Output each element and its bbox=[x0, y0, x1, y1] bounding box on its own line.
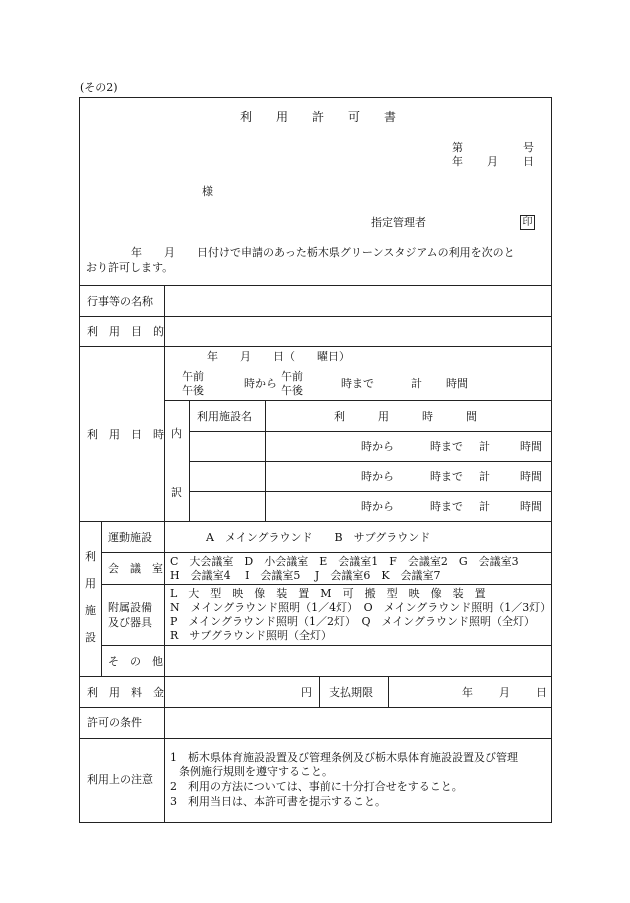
number-go: 号 bbox=[523, 141, 534, 154]
sports-facility-value: A メイングラウンド B サブグラウンド bbox=[206, 531, 431, 544]
total-label: 計 bbox=[411, 377, 422, 390]
conditions-label: 許可の条件 bbox=[87, 716, 142, 729]
row2-until: 時まで bbox=[430, 470, 463, 483]
row1-until: 時まで bbox=[430, 440, 463, 453]
fee-yen: 円 bbox=[301, 686, 312, 699]
start-pm-label: 午後 bbox=[182, 384, 204, 397]
sheet-number: (その2) bbox=[80, 81, 118, 94]
equipment-label-1: 附属設備 bbox=[108, 601, 152, 614]
event-name-label: 行事等の名称 bbox=[87, 295, 153, 308]
end-pm-label: 午後 bbox=[281, 384, 303, 397]
schedule-date-line: 年 月 日（ 曜日） bbox=[207, 350, 350, 363]
fee-label: 利 用 料 金 bbox=[87, 686, 164, 699]
form-title: 利 用 許 可 書 bbox=[240, 110, 397, 124]
notes-line3: 2 利用の方法については、事前に十分打合せをすること。 bbox=[170, 780, 463, 793]
breakdown-top-char: 内 bbox=[171, 427, 182, 440]
seal-char: 印 bbox=[522, 216, 533, 228]
seal-mark bbox=[520, 215, 535, 230]
breakdown-bottom-char: 訳 bbox=[171, 486, 182, 499]
row1-total: 計 bbox=[479, 440, 490, 453]
row3-hours: 時間 bbox=[520, 500, 542, 513]
row3-until: 時まで bbox=[430, 500, 463, 513]
row1-from: 時から bbox=[361, 440, 394, 453]
other-label: そ の 他 bbox=[108, 655, 163, 668]
purpose-label: 利 用 目 的 bbox=[87, 325, 164, 338]
hours-label: 時間 bbox=[446, 377, 468, 390]
equipment-label-2: 及び器具 bbox=[108, 616, 152, 629]
facilities-side-char-1: 利 bbox=[85, 550, 96, 563]
meeting-room-label: 会 議 室 bbox=[108, 562, 163, 575]
manager-label: 指定管理者 bbox=[371, 216, 426, 229]
row2-from: 時から bbox=[361, 470, 394, 483]
sports-facility-label: 運動施設 bbox=[108, 531, 152, 544]
notes-label: 利用上の注意 bbox=[87, 773, 153, 786]
start-am-label: 午前 bbox=[182, 370, 204, 383]
notes-line2: 条例施行規則を遵守すること。 bbox=[179, 765, 333, 778]
datetime-label: 利 用 日 時 bbox=[87, 428, 164, 441]
facility-name-header: 利用施設名 bbox=[197, 410, 252, 423]
addressee-suffix: 様 bbox=[202, 185, 213, 198]
date-month: 月 bbox=[487, 155, 498, 168]
row3-total: 計 bbox=[479, 500, 490, 513]
equipment-line2: N メイングラウンド照明（1／4灯） O メイングラウンド照明（1／3灯） bbox=[170, 601, 552, 614]
row2-total: 計 bbox=[479, 470, 490, 483]
from-label: 時から bbox=[244, 377, 277, 390]
row1-hours: 時間 bbox=[520, 440, 542, 453]
until-label: 時まで bbox=[341, 377, 374, 390]
intro-text-line1: 年 月 日付けで申請のあった栃木県グリーンスタジアムの利用を次のと bbox=[131, 246, 515, 259]
number-dai: 第 bbox=[452, 141, 463, 154]
equipment-line3: P メイングラウンド照明（1／2灯） Q メイングラウンド照明（全灯） bbox=[170, 615, 536, 628]
meeting-room-line1: C 大会議室 D 小会議室 E 会議室1 F 会議室2 G 会議室3 bbox=[170, 555, 519, 568]
meeting-room-line2: H 会議室4 I 会議室5 J 会議室6 K 会議室7 bbox=[170, 569, 441, 582]
deadline-month: 月 bbox=[499, 686, 510, 699]
facilities-side-char-4: 設 bbox=[85, 631, 96, 644]
deadline-year: 年 bbox=[462, 686, 473, 699]
notes-line1: 1 栃木県体育施設設置及び管理条例及び栃木県体育施設設置及び管理 bbox=[170, 751, 518, 764]
notes-line4: 3 利用当日は、本許可書を提示すること。 bbox=[170, 795, 386, 808]
equipment-line1: L 大 型 映 像 装 置 M 可 搬 型 映 像 装 置 bbox=[170, 587, 486, 600]
date-day: 日 bbox=[523, 155, 534, 168]
facilities-side-char-2: 用 bbox=[85, 577, 96, 590]
payment-deadline-label: 支払期限 bbox=[329, 686, 373, 699]
row2-hours: 時間 bbox=[520, 470, 542, 483]
row3-from: 時から bbox=[361, 500, 394, 513]
end-am-label: 午前 bbox=[281, 370, 303, 383]
intro-text-line2: おり許可します。 bbox=[86, 261, 174, 274]
deadline-day: 日 bbox=[536, 686, 547, 699]
facilities-side-char-3: 施 bbox=[85, 604, 96, 617]
date-year: 年 bbox=[452, 155, 463, 168]
equipment-line4: R サブグラウンド照明（全灯） bbox=[170, 629, 332, 642]
usage-time-header: 利 用 時 間 bbox=[334, 410, 477, 423]
